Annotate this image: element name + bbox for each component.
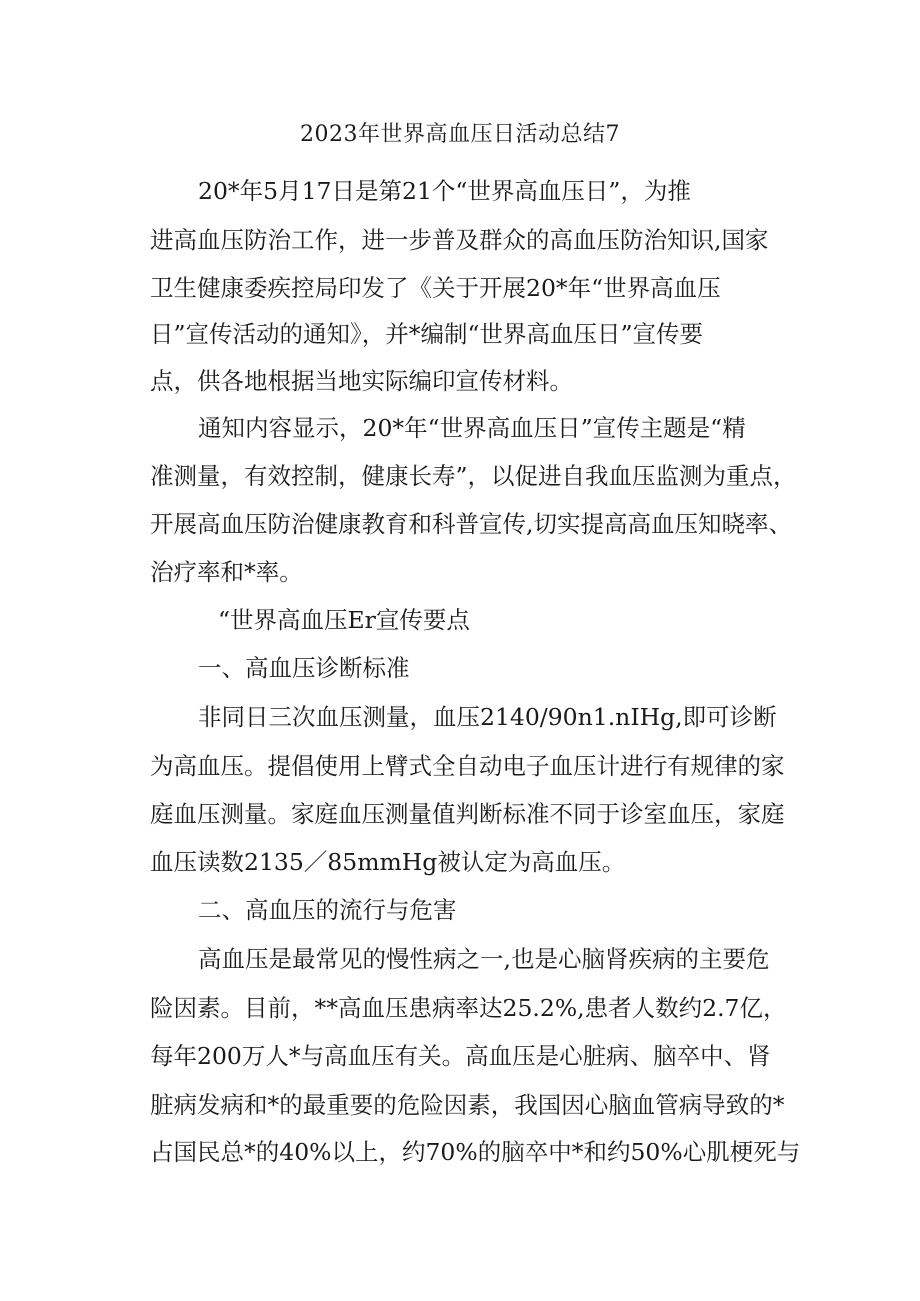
paragraph-line: 非同日三次血压测量，血压2140/90n1.nIHg,即可诊断 bbox=[198, 703, 777, 731]
paragraph-line: 治疗率和*率。 bbox=[150, 558, 303, 586]
paragraph-line: 每年200万人*与高血压有关。高血压是心脏病、脑卒中、肾 bbox=[150, 1042, 771, 1070]
paragraph-line: 血压读数2135／85mmHg被认定为高血压。 bbox=[150, 848, 626, 876]
document-title: 2023年世界高血压日活动总结7 bbox=[300, 122, 620, 147]
paragraph-line: 脏病发病和*的最重要的危险因素，我国因心脑血管病导致的* bbox=[150, 1091, 785, 1119]
paragraph-line: 20*年5月17日是第21个“世界高血压日”，为推 bbox=[198, 177, 691, 205]
paragraph-line: 为高血压。提倡使用上臂式全自动电子血压计进行有规律的家 bbox=[150, 752, 785, 780]
paragraph-line: 高血压是最常见的慢性病之一,也是心脑肾疾病的主要危 bbox=[198, 945, 770, 973]
paragraph-line: 险因素。目前，**高血压患病率达25.2%,患者人数约2.7亿， bbox=[150, 994, 787, 1022]
paragraph-line: 庭血压测量。家庭血压测量值判断标准不同于诊室血压，家庭 bbox=[150, 800, 785, 828]
paragraph-line: 卫生健康委疾控局印发了《关于开展20*年“世界高血压 bbox=[150, 274, 721, 302]
paragraph-line: 通知内容显示，20*年“世界高血压日”宣传主题是“精 bbox=[198, 414, 746, 442]
section-heading: 二、高血压的流行与危害 bbox=[198, 896, 457, 924]
paragraph-line: 占国民总*的40%以上，约70%的脑卒中*和约50%心肌梗死与 bbox=[150, 1138, 801, 1166]
section-subtitle: “世界高血压Er宣传要点 bbox=[218, 606, 470, 634]
paragraph-line: 点，供各地根据当地实际编印宣传材料。 bbox=[150, 367, 573, 395]
paragraph-line: 日”宣传活动的通知》，并*编制“世界高血压日”宣传要 bbox=[150, 320, 704, 348]
paragraph-line: 进高血压防治工作，进一步普及群众的高血压防治知识,国家 bbox=[150, 226, 769, 254]
section-heading: 一、高血压诊断标准 bbox=[198, 654, 410, 682]
paragraph-line: 准测量，有效控制，健康长寿”，以促进自我血压监测为重点， bbox=[150, 462, 797, 490]
paragraph-line: 开展高血压防治健康教育和科普宣传,切实提高高血压知晓率、 bbox=[150, 510, 792, 538]
